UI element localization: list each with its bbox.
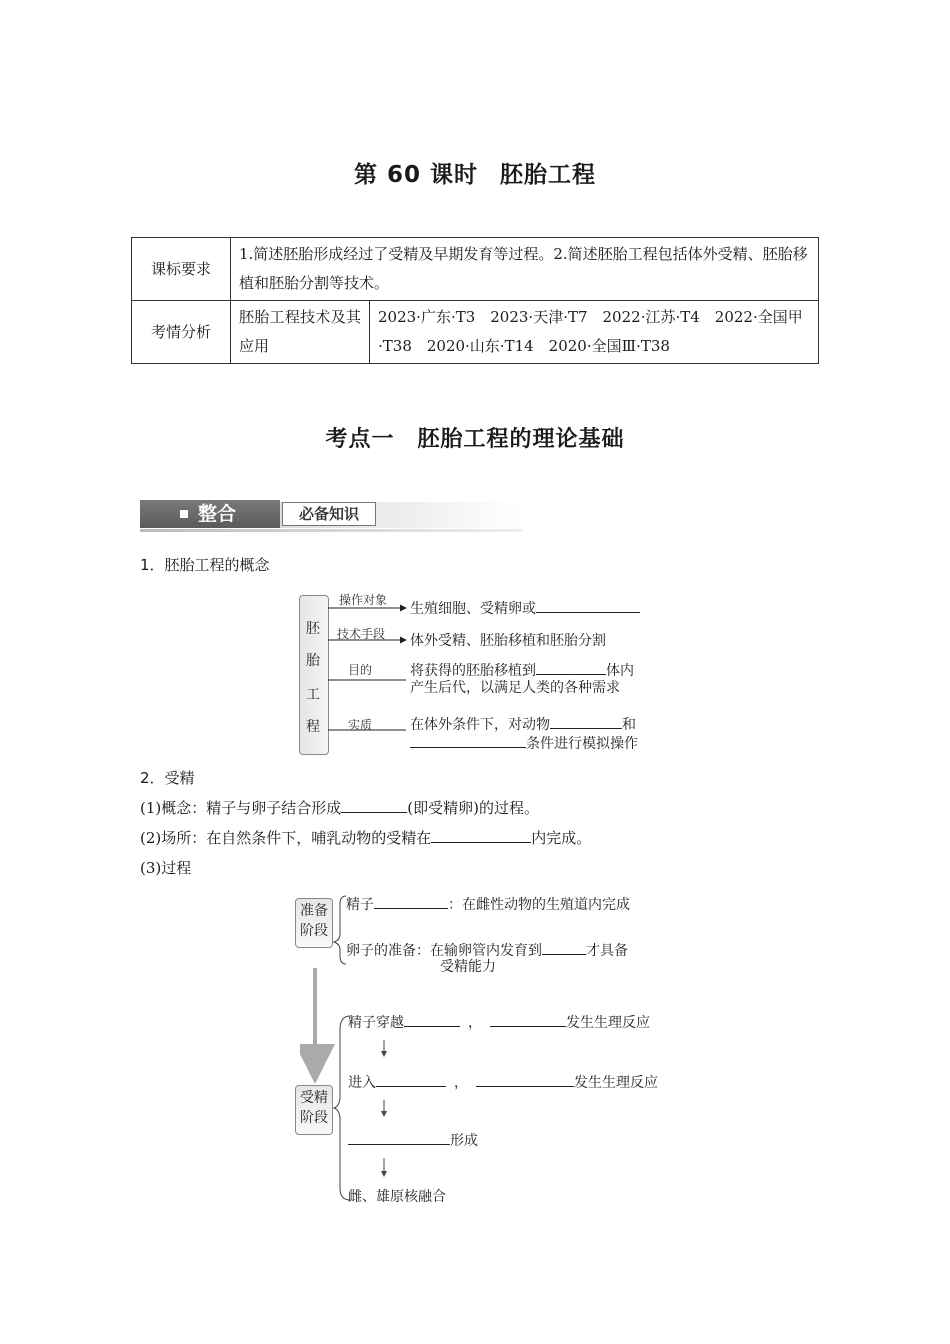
- fertilization-concept: (1)概念：精子与卵子结合形成 (即受精卵)的过程。: [140, 799, 539, 817]
- answer-blank[interactable]: [536, 598, 640, 613]
- lesson-topic: 胚胎工程: [500, 162, 597, 188]
- egg-preparation-line2: 受精能力: [440, 959, 496, 975]
- answer-blank[interactable]: [376, 1072, 446, 1087]
- banner-label: 整合: [198, 503, 237, 525]
- answer-blank[interactable]: [341, 798, 407, 813]
- box-char: 胚: [306, 621, 320, 637]
- answer-blank[interactable]: [404, 1012, 460, 1027]
- step-pronucleus-formation: 形成: [348, 1130, 478, 1150]
- banner-rule: [140, 529, 522, 532]
- curriculum-requirement-content: 1.简述胚胎形成经过了受精及早期发育等过程。2.简述胚胎工程包括体外受精、胚胎移植和胚胎分割等技术。: [231, 238, 819, 301]
- step-sperm-entry: 进入 ， 发生生理反应: [348, 1072, 658, 1092]
- box-label: 准备: [300, 903, 328, 919]
- concept-heading: 1．胚胎工程的概念: [140, 556, 270, 574]
- answer-blank[interactable]: [542, 940, 586, 955]
- fertilization-site: (2)场所：在自然条件下，哺乳动物的受精在 内完成。: [140, 829, 592, 847]
- answer-blank[interactable]: [550, 714, 622, 729]
- preparation-brace: [334, 896, 346, 964]
- egg-preparation-line1: 卵子的准备：在输卵管内发育到 才具备: [346, 940, 628, 960]
- banner-tag: 必备知识: [282, 502, 376, 526]
- curriculum-requirement-header: 课标要求: [132, 238, 231, 301]
- box-label: 受精: [300, 1090, 328, 1106]
- concept-item-essence-line1: 在体外条件下，对动物 和: [410, 714, 636, 734]
- box-char: 工: [306, 687, 320, 703]
- fertilization-process-heading: (3)过程: [140, 859, 192, 877]
- exam-analysis-header: 考情分析: [132, 301, 231, 364]
- arrow-label-purpose: 目的: [348, 663, 373, 677]
- box-label: 阶段: [300, 923, 328, 939]
- answer-blank[interactable]: [536, 660, 606, 675]
- concept-item-technique: 体外受精、胚胎移植和胚胎分割: [410, 633, 606, 649]
- sperm-preparation: 精子 ：在雌性动物的生殖道内完成: [346, 894, 630, 914]
- arrow-label-technique: 技术手段: [337, 627, 386, 641]
- section-title: 考点一 胚胎工程的理论基础: [325, 427, 625, 452]
- answer-blank[interactable]: [348, 1130, 450, 1145]
- table-row: [132, 238, 819, 301]
- answer-blank[interactable]: [431, 828, 531, 843]
- process-diagram-lines: [300, 890, 410, 1210]
- lesson-number: 第 60 课时: [353, 162, 479, 188]
- exam-analysis-topic: 胚胎工程技术及其应用: [231, 301, 370, 364]
- arrow-label-operation-object: 操作对象: [339, 593, 388, 607]
- section-banner: [140, 500, 522, 532]
- box-label: 阶段: [300, 1110, 328, 1126]
- answer-blank[interactable]: [476, 1072, 574, 1087]
- step-sperm-penetration: 精子穿越 ， 发生生理反应: [348, 1012, 650, 1032]
- banner-label-block: [140, 500, 280, 528]
- square-bullet-icon: [180, 510, 188, 518]
- exam-analysis-content: 2023·广东·T3 2023·天津·T7 2022·江苏·T4 2022·全国甲·T38 2020·山东·T14 2020·全国Ⅲ·T38: [370, 301, 819, 364]
- answer-blank[interactable]: [410, 733, 526, 748]
- concept-item-essence-line2: 条件进行模拟操作: [410, 733, 638, 753]
- arrow-label-essence: 实质: [348, 718, 373, 732]
- fertilization-heading: 2．受精: [140, 769, 195, 787]
- box-char: 胎: [306, 653, 320, 669]
- answer-blank[interactable]: [490, 1012, 566, 1027]
- table-row: [132, 301, 819, 364]
- answer-blank[interactable]: [374, 894, 448, 909]
- step-pronucleus-fusion: 雌、雄原核融合: [348, 1189, 446, 1205]
- fertilization-brace: [334, 1016, 350, 1200]
- concept-item-purpose-line1: 将获得的胚胎移植到 体内: [410, 660, 634, 680]
- concept-item-purpose-line2: 产生后代，以满足人类的各种需求: [410, 680, 620, 696]
- lesson-title: [0, 156, 950, 189]
- concept-item-object: 生殖细胞、受精卵或: [410, 598, 640, 618]
- box-char: 程: [306, 719, 320, 735]
- requirements-table: [131, 237, 819, 364]
